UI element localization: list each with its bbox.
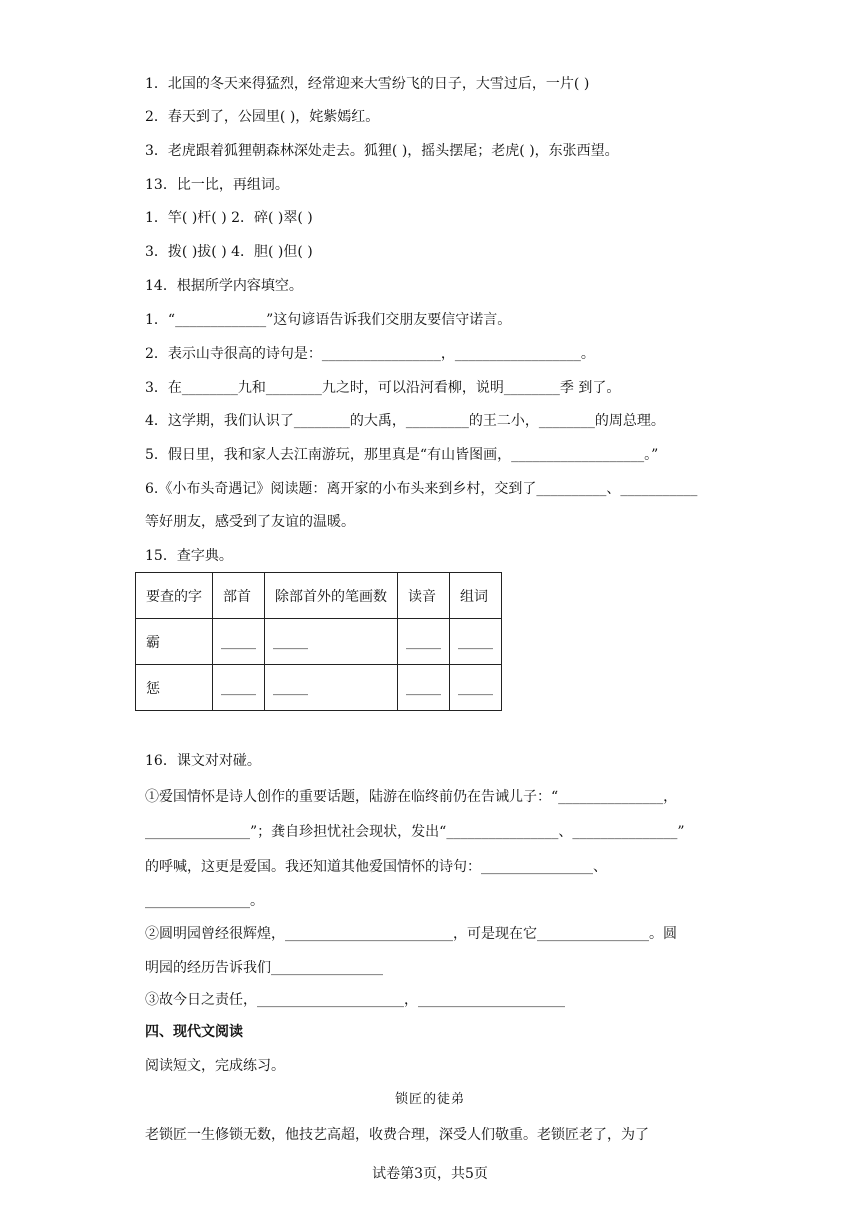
question-13-heading: 13．比一比，再组词。 <box>145 177 289 193</box>
patriot-line-2: _______________”；龚自珍担忧社会现状，发出“________________、_______________” <box>145 824 685 840</box>
table-row <box>136 619 502 665</box>
table-cell-blank[interactable]: _____ <box>213 619 265 665</box>
question-14-heading: 14．根据所学内容填空。 <box>145 278 303 294</box>
fill-people: 4．这学期，我们认识了________的大禹，_________的王二小，________的周总理。 <box>145 413 665 429</box>
fill-willow: 3．在________九和________九之时，可以沿河看柳，说明________季 到了。 <box>145 380 621 396</box>
responsibility-line: ③故今日之责任，_____________________，_____________________ <box>145 992 565 1008</box>
table-cell-char: 霸 <box>136 619 213 665</box>
patriot-line-1: ①爱国情怀是诗人创作的重要话题，陆游在临终前仍在告诫儿子：“_______________， <box>145 789 678 805</box>
table-cell-blank[interactable]: _____ <box>398 665 450 711</box>
table-cell-blank[interactable]: _____ <box>398 619 450 665</box>
table-cell-blank[interactable]: _____ <box>265 665 398 711</box>
table-cell-blank[interactable]: _____ <box>265 619 398 665</box>
fill-jiangnan: 5．假日里，我和家人去江南游玩，那里真是“有山皆图画，___________________。” <box>145 447 659 463</box>
fill-item-1: 1．北国的冬天来得猛烈，经常迎来大雪纷飞的日子，大雪过后，一片( ) <box>145 76 590 92</box>
table-cell-blank[interactable]: _____ <box>450 665 502 711</box>
question-16-heading: 16．课文对对碰。 <box>145 753 261 769</box>
patriot-line-4: _______________。 <box>145 893 264 909</box>
fill-item-2: 2．春天到了，公园里( )，姹紫嫣红。 <box>145 109 380 125</box>
table-cell-blank[interactable]: _____ <box>450 619 502 665</box>
section-heading: 四、现代文阅读 <box>145 1024 243 1040</box>
passage-paragraph: 老锁匠一生修锁无数，他技艺高超，收费合理，深受人们敬重。老锁匠老了，为了 <box>145 1127 649 1143</box>
table-header-cell: 组词 <box>450 573 502 619</box>
dictionary-table <box>135 572 502 711</box>
table-row <box>136 665 502 711</box>
yuanmingyuan-line-1: ②圆明园曾经很辉煌，________________________，可是现在它________________。圆 <box>145 926 677 942</box>
fill-item-3: 3．老虎跟着狐狸朝森林深处走去。狐狸( )，摇头摆尾；老虎( )，东张西望。 <box>145 143 619 159</box>
fill-xiaobutou-1: 6.《小布头奇遇记》阅读题：离开家的小布头来到乡村，交到了__________、___________ <box>145 481 698 497</box>
compare-row-1: 1．竿( )杆( ) 2．碎( )翠( ) <box>145 210 313 226</box>
fill-poem-temple: 2．表示山寺很高的诗句是：_________________，__________________。 <box>145 346 595 362</box>
table-cell-blank[interactable]: _____ <box>213 665 265 711</box>
question-15-heading: 15．查字典。 <box>145 548 233 564</box>
yuanmingyuan-line-2: 明园的经历告诉我们________________ <box>145 960 383 976</box>
table-header-cell: 要查的字 <box>136 573 213 619</box>
page-footer: 试卷第3页，共5页 <box>372 1166 488 1182</box>
patriot-line-3: 的呼喊，这更是爱国。我还知道其他爱国情怀的诗句：________________、 <box>145 859 607 875</box>
fill-proverb: 1．“_____________”这句谚语告诉我们交朋友要信守诺言。 <box>145 312 512 328</box>
passage-title: 锁匠的徒弟 <box>394 1092 465 1107</box>
reading-instruction: 阅读短文，完成练习。 <box>145 1058 285 1074</box>
table-header-cell: 部首 <box>213 573 265 619</box>
table-header-row <box>136 573 502 619</box>
table-header-cell: 除部首外的笔画数 <box>265 573 398 619</box>
fill-xiaobutou-2: 等好朋友，感受到了友谊的温暖。 <box>145 514 355 530</box>
table-cell-char: 惩 <box>136 665 213 711</box>
table-header-cell: 读音 <box>398 573 450 619</box>
compare-row-2: 3．拨( )拔( ) 4．胆( )但( ) <box>145 244 313 260</box>
